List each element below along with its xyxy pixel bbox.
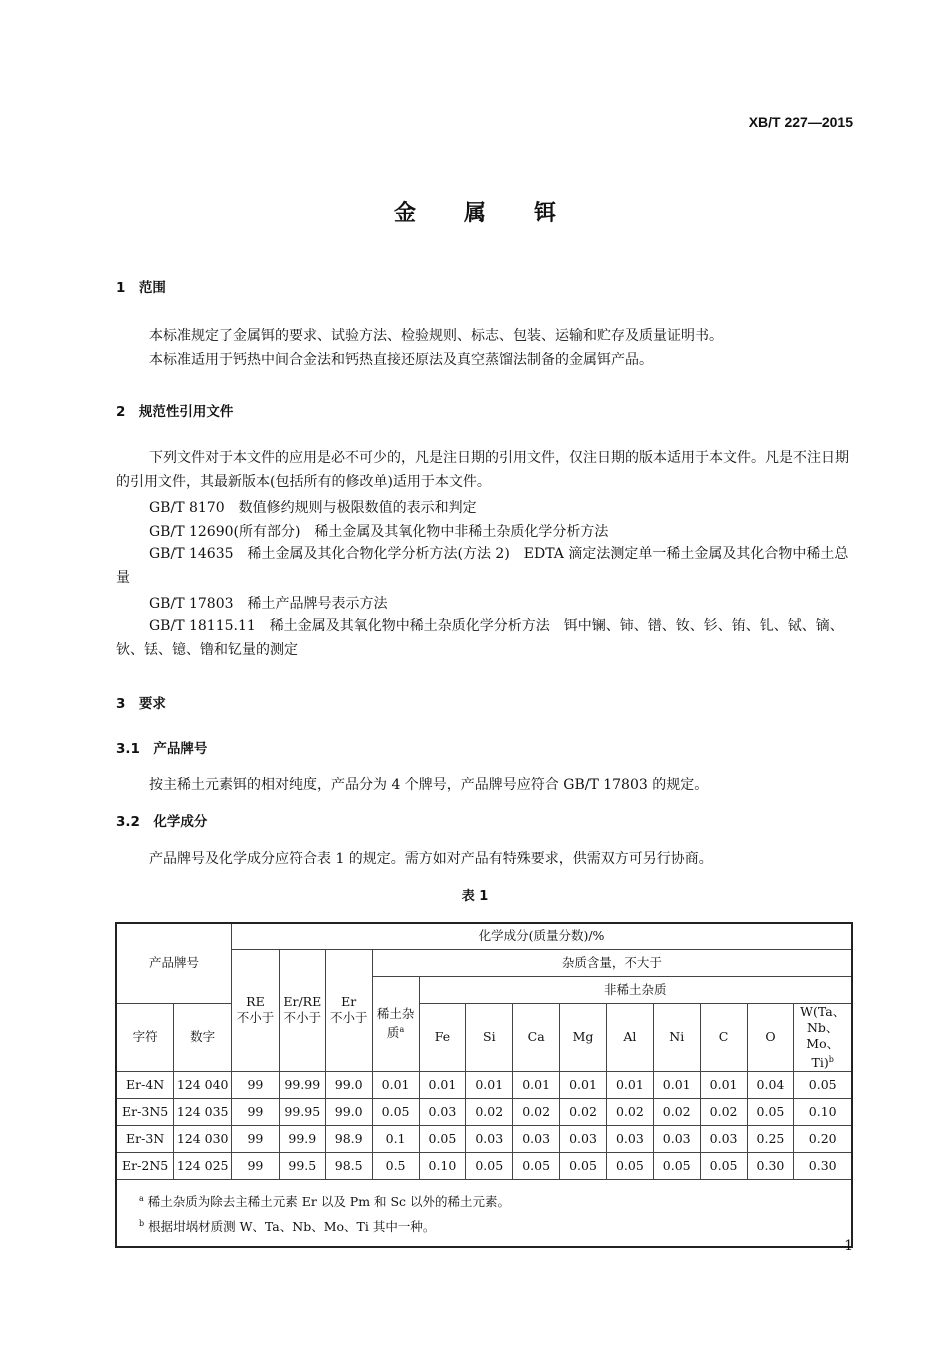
table-cell: 99.99 bbox=[279, 1071, 325, 1098]
header-er-re: Er/RE 不小于 bbox=[279, 949, 325, 1071]
table-cell: 0.02 bbox=[466, 1098, 513, 1125]
table-row bbox=[116, 1071, 852, 1098]
table-cell: 99 bbox=[232, 1071, 280, 1098]
table-cell: 99 bbox=[232, 1125, 280, 1152]
footnote-a: $^a$ 稀土杂质为除去主稀土元素 Er 以及 Pm 和 Sc 以外的稀土元素。 bbox=[139, 1193, 511, 1209]
table-cell: 98.5 bbox=[325, 1152, 372, 1179]
table-cell: 0.03 bbox=[653, 1125, 700, 1152]
table-cell: 0.02 bbox=[560, 1098, 607, 1125]
reference-item: GB/T 12690(所有部分) 稀土金属及其氧化物中非稀土杂质化学分析方法 bbox=[149, 524, 609, 540]
document-title: 金属铒 bbox=[393, 201, 604, 226]
table-cell: 0.05 bbox=[606, 1152, 653, 1179]
table-cell: 124 025 bbox=[174, 1152, 232, 1179]
table-cell: 0.02 bbox=[653, 1098, 700, 1125]
chemical-paragraph: 产品牌号及化学成分应符合表 1 的规定。需方如对产品有特殊要求，供需双方可另行协商。 bbox=[149, 851, 713, 867]
header-re-impurity: 稀土杂质$^a$ bbox=[372, 976, 419, 1071]
header-c: C bbox=[700, 1003, 747, 1071]
scope-paragraph-2: 本标准适用于钙热中间合金法和钙热直接还原法及真空蒸馏法制备的金属铒产品。 bbox=[149, 352, 653, 368]
table-cell: Er-4N bbox=[116, 1071, 174, 1098]
table-cell: 0.25 bbox=[747, 1125, 794, 1152]
table-cell: 99.9 bbox=[279, 1125, 325, 1152]
table-cell: 0.03 bbox=[560, 1125, 607, 1152]
table-cell: 0.01 bbox=[372, 1071, 419, 1098]
table-cell: 99.0 bbox=[325, 1071, 372, 1098]
table-cell: 99.5 bbox=[279, 1152, 325, 1179]
table-row bbox=[116, 1125, 852, 1152]
header-impurity: 杂质含量，不大于 bbox=[372, 949, 852, 976]
table-cell: 99.0 bbox=[325, 1098, 372, 1125]
table-cell: 0.01 bbox=[560, 1071, 607, 1098]
header-number: 数字 bbox=[174, 1003, 232, 1071]
table-cell: 0.05 bbox=[513, 1152, 560, 1179]
table-cell: 0.03 bbox=[419, 1098, 466, 1125]
table-cell: 98.9 bbox=[325, 1125, 372, 1152]
table-cell: 0.01 bbox=[513, 1071, 560, 1098]
table-cell: 0.04 bbox=[747, 1071, 794, 1098]
table-footnotes bbox=[116, 1179, 852, 1247]
page-number: 1 bbox=[844, 1238, 853, 1254]
table-cell: 0.1 bbox=[372, 1125, 419, 1152]
table-cell: 0.10 bbox=[419, 1152, 466, 1179]
table-cell: 0.02 bbox=[606, 1098, 653, 1125]
header-fe: Fe bbox=[419, 1003, 466, 1071]
table-cell: 0.03 bbox=[700, 1125, 747, 1152]
header-non-re-impurity: 非稀土杂质 bbox=[419, 976, 852, 1003]
table-cell: 0.05 bbox=[560, 1152, 607, 1179]
table-cell: 99 bbox=[232, 1098, 280, 1125]
table-cell: 0.05 bbox=[419, 1125, 466, 1152]
header-ni: Ni bbox=[653, 1003, 700, 1071]
scope-paragraph-1: 本标准规定了金属铒的要求、试验方法、检验规则、标志、包装、运输和贮存及质量证明书。 bbox=[149, 328, 723, 344]
header-chemical: 化学成分(质量分数)/% bbox=[232, 923, 852, 949]
composition-table bbox=[115, 922, 853, 1248]
reference-item: GB/T 17803 稀土产品牌号表示方法 bbox=[149, 596, 388, 612]
header-o: O bbox=[747, 1003, 794, 1071]
header-er: Er 不小于 bbox=[325, 949, 372, 1071]
table-cell: 0.03 bbox=[513, 1125, 560, 1152]
header-ca: Ca bbox=[513, 1003, 560, 1071]
section-1-heading: 1 范围 bbox=[116, 280, 166, 296]
header-re: RE 不小于 bbox=[232, 949, 280, 1071]
table-cell: Er-3N5 bbox=[116, 1098, 174, 1125]
header-mg: Mg bbox=[560, 1003, 607, 1071]
table-cell: 0.01 bbox=[700, 1071, 747, 1098]
table-cell: 124 040 bbox=[174, 1071, 232, 1098]
reference-item: GB/T 8170 数值修约规则与极限数值的表示和判定 bbox=[149, 500, 477, 516]
table-cell: 0.10 bbox=[794, 1098, 852, 1125]
references-intro: 下列文件对于本文件的应用是必不可少的，凡是注日期的引用文件，仅注日期的版本适用于本文件。凡是不注日期的引用文件，其最新版本(包括所有的修改单)适用于本文件。 bbox=[116, 450, 849, 490]
section-2-heading: 2 规范性引用文件 bbox=[116, 404, 234, 420]
reference-item: GB/T 18115.11 稀土金属及其氧化物中稀土杂质化学分析方法 铒中镧、铈、镨、钕、钐、铕、钆、铽、镝、钬、铥、镱、镥和钇量的测定 bbox=[116, 618, 844, 658]
table-cell: 0.03 bbox=[466, 1125, 513, 1152]
header-symbol: 字符 bbox=[116, 1003, 174, 1071]
table-cell: 99.95 bbox=[279, 1098, 325, 1125]
header-grade: 产品牌号 bbox=[116, 923, 232, 1003]
header-al: Al bbox=[606, 1003, 653, 1071]
table-cell: 0.5 bbox=[372, 1152, 419, 1179]
table-cell: 0.05 bbox=[747, 1098, 794, 1125]
table-cell: Er-3N bbox=[116, 1125, 174, 1152]
table-cell: 0.01 bbox=[653, 1071, 700, 1098]
section-3-1-heading: 3.1 产品牌号 bbox=[116, 741, 208, 757]
table-row bbox=[116, 1098, 852, 1125]
table-row bbox=[116, 1152, 852, 1179]
table-cell: 0.30 bbox=[794, 1152, 852, 1179]
header-si: Si bbox=[466, 1003, 513, 1071]
table-cell: 0.02 bbox=[513, 1098, 560, 1125]
table-cell: 0.20 bbox=[794, 1125, 852, 1152]
section-3-2-heading: 3.2 化学成分 bbox=[116, 814, 208, 830]
header-w: W(Ta、Nb、Mo、Ti)$^b$ bbox=[794, 1003, 852, 1071]
section-3-heading: 3 要求 bbox=[116, 696, 166, 712]
table-cell: 0.05 bbox=[653, 1152, 700, 1179]
table-cell: 0.03 bbox=[606, 1125, 653, 1152]
table-cell: 0.01 bbox=[466, 1071, 513, 1098]
table-cell: 0.05 bbox=[700, 1152, 747, 1179]
reference-item: GB/T 14635 稀土金属及其化合物化学分析方法(方法 2) EDTA 滴定法测定单一稀土金属及其化合物中稀土总量 bbox=[116, 546, 849, 586]
table-cell: 0.05 bbox=[466, 1152, 513, 1179]
table-cell: Er-2N5 bbox=[116, 1152, 174, 1179]
table-cell: 0.01 bbox=[606, 1071, 653, 1098]
table-cell: 0.05 bbox=[372, 1098, 419, 1125]
table-cell: 0.05 bbox=[794, 1071, 852, 1098]
standard-number: XB/T 227—2015 bbox=[748, 114, 853, 130]
table-cell: 99 bbox=[232, 1152, 280, 1179]
table-cell: 0.30 bbox=[747, 1152, 794, 1179]
table-cell: 124 035 bbox=[174, 1098, 232, 1125]
footnote-b: $^b$ 根据坩埚材质测 W、Ta、Nb、Mo、Ti 其中一种。 bbox=[139, 1218, 436, 1234]
table-caption: 表 1 bbox=[461, 889, 489, 904]
table-cell: 0.01 bbox=[419, 1071, 466, 1098]
table-cell: 124 030 bbox=[174, 1125, 232, 1152]
table-cell: 0.02 bbox=[700, 1098, 747, 1125]
grade-paragraph: 按主稀土元素铒的相对纯度，产品分为 4 个牌号，产品牌号应符合 GB/T 17803 的规定。 bbox=[149, 777, 709, 793]
